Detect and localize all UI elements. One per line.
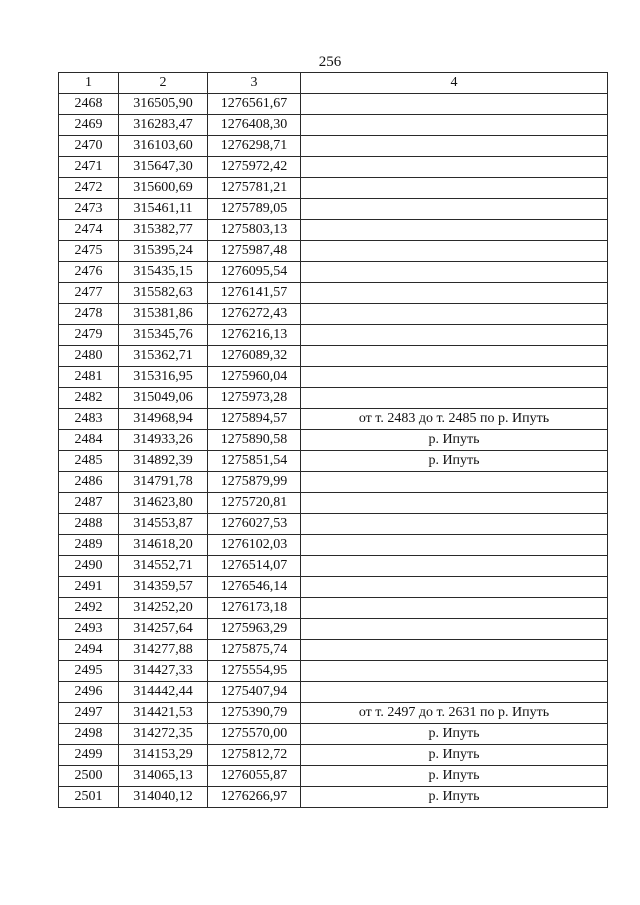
description-cell bbox=[301, 682, 608, 703]
x-coordinate-cell: 315582,63 bbox=[119, 283, 208, 304]
table-row bbox=[59, 409, 608, 430]
table-row bbox=[59, 136, 608, 157]
point-number-cell: 2480 bbox=[59, 346, 119, 367]
point-number-cell: 2501 bbox=[59, 787, 119, 808]
description-cell bbox=[301, 556, 608, 577]
point-number-cell: 2474 bbox=[59, 220, 119, 241]
table-row bbox=[59, 577, 608, 598]
description-cell bbox=[301, 325, 608, 346]
point-number-cell: 2470 bbox=[59, 136, 119, 157]
x-coordinate-cell: 315362,71 bbox=[119, 346, 208, 367]
x-coordinate-cell: 315345,76 bbox=[119, 325, 208, 346]
y-coordinate-cell: 1275407,94 bbox=[208, 682, 301, 703]
table-row bbox=[59, 346, 608, 367]
description-cell bbox=[301, 136, 608, 157]
point-number-cell: 2479 bbox=[59, 325, 119, 346]
description-cell bbox=[301, 220, 608, 241]
point-number-cell: 2468 bbox=[59, 94, 119, 115]
y-coordinate-cell: 1276408,30 bbox=[208, 115, 301, 136]
point-number-cell: 2498 bbox=[59, 724, 119, 745]
table-row bbox=[59, 283, 608, 304]
table-row bbox=[59, 514, 608, 535]
y-coordinate-cell: 1275851,54 bbox=[208, 451, 301, 472]
x-coordinate-cell: 315316,95 bbox=[119, 367, 208, 388]
point-number-cell: 2495 bbox=[59, 661, 119, 682]
point-number-cell: 2499 bbox=[59, 745, 119, 766]
table-row bbox=[59, 157, 608, 178]
table-row bbox=[59, 220, 608, 241]
description-cell bbox=[301, 304, 608, 325]
point-number-cell: 2489 bbox=[59, 535, 119, 556]
table-row bbox=[59, 178, 608, 199]
x-coordinate-cell: 316505,90 bbox=[119, 94, 208, 115]
description-cell bbox=[301, 241, 608, 262]
point-number-cell: 2490 bbox=[59, 556, 119, 577]
table-row bbox=[59, 451, 608, 472]
point-number-cell: 2497 bbox=[59, 703, 119, 724]
coordinates-table bbox=[58, 72, 608, 808]
point-number-cell: 2477 bbox=[59, 283, 119, 304]
table-row bbox=[59, 640, 608, 661]
y-coordinate-cell: 1276141,57 bbox=[208, 283, 301, 304]
table-row bbox=[59, 619, 608, 640]
table-row bbox=[59, 241, 608, 262]
x-coordinate-cell: 314065,13 bbox=[119, 766, 208, 787]
table-row bbox=[59, 598, 608, 619]
point-number-cell: 2484 bbox=[59, 430, 119, 451]
y-coordinate-cell: 1276514,07 bbox=[208, 556, 301, 577]
y-coordinate-cell: 1275972,42 bbox=[208, 157, 301, 178]
description-cell bbox=[301, 661, 608, 682]
description-cell bbox=[301, 493, 608, 514]
y-coordinate-cell: 1275890,58 bbox=[208, 430, 301, 451]
point-number-cell: 2496 bbox=[59, 682, 119, 703]
description-cell bbox=[301, 577, 608, 598]
point-number-cell: 2472 bbox=[59, 178, 119, 199]
point-number-cell: 2491 bbox=[59, 577, 119, 598]
point-number-cell: 2485 bbox=[59, 451, 119, 472]
y-coordinate-cell: 1275973,28 bbox=[208, 388, 301, 409]
point-number-cell: 2469 bbox=[59, 115, 119, 136]
description-cell bbox=[301, 535, 608, 556]
point-number-cell: 2486 bbox=[59, 472, 119, 493]
y-coordinate-cell: 1275720,81 bbox=[208, 493, 301, 514]
table-row bbox=[59, 766, 608, 787]
y-coordinate-cell: 1275554,95 bbox=[208, 661, 301, 682]
table-row bbox=[59, 430, 608, 451]
y-coordinate-cell: 1276216,13 bbox=[208, 325, 301, 346]
description-cell: от т. 2497 до т. 2631 по р. Ипуть bbox=[301, 703, 608, 724]
y-coordinate-cell: 1276095,54 bbox=[208, 262, 301, 283]
x-coordinate-cell: 314277,88 bbox=[119, 640, 208, 661]
point-number-cell: 2481 bbox=[59, 367, 119, 388]
y-coordinate-cell: 1276027,53 bbox=[208, 514, 301, 535]
x-coordinate-cell: 314623,80 bbox=[119, 493, 208, 514]
table-row bbox=[59, 94, 608, 115]
column-header-4: 4 bbox=[301, 73, 608, 94]
y-coordinate-cell: 1275803,13 bbox=[208, 220, 301, 241]
x-coordinate-cell: 315461,11 bbox=[119, 199, 208, 220]
description-cell: от т. 2483 до т. 2485 по р. Ипуть bbox=[301, 409, 608, 430]
table-row bbox=[59, 556, 608, 577]
x-coordinate-cell: 314552,71 bbox=[119, 556, 208, 577]
y-coordinate-cell: 1275960,04 bbox=[208, 367, 301, 388]
description-cell bbox=[301, 472, 608, 493]
x-coordinate-cell: 315049,06 bbox=[119, 388, 208, 409]
y-coordinate-cell: 1276102,03 bbox=[208, 535, 301, 556]
y-coordinate-cell: 1276266,97 bbox=[208, 787, 301, 808]
x-coordinate-cell: 315382,77 bbox=[119, 220, 208, 241]
description-cell bbox=[301, 367, 608, 388]
description-cell: р. Ипуть bbox=[301, 430, 608, 451]
x-coordinate-cell: 315381,86 bbox=[119, 304, 208, 325]
table-row bbox=[59, 682, 608, 703]
description-cell bbox=[301, 115, 608, 136]
description-cell bbox=[301, 199, 608, 220]
description-cell: р. Ипуть bbox=[301, 766, 608, 787]
table-row bbox=[59, 493, 608, 514]
table-row bbox=[59, 304, 608, 325]
y-coordinate-cell: 1275789,05 bbox=[208, 199, 301, 220]
y-coordinate-cell: 1275390,79 bbox=[208, 703, 301, 724]
description-cell bbox=[301, 283, 608, 304]
point-number-cell: 2500 bbox=[59, 766, 119, 787]
table-row bbox=[59, 325, 608, 346]
x-coordinate-cell: 314791,78 bbox=[119, 472, 208, 493]
column-header-3: 3 bbox=[208, 73, 301, 94]
x-coordinate-cell: 314272,35 bbox=[119, 724, 208, 745]
y-coordinate-cell: 1275987,48 bbox=[208, 241, 301, 262]
column-header-2: 2 bbox=[119, 73, 208, 94]
table-row bbox=[59, 724, 608, 745]
y-coordinate-cell: 1275875,74 bbox=[208, 640, 301, 661]
x-coordinate-cell: 316103,60 bbox=[119, 136, 208, 157]
y-coordinate-cell: 1275570,00 bbox=[208, 724, 301, 745]
table-body bbox=[59, 94, 608, 808]
point-number-cell: 2494 bbox=[59, 640, 119, 661]
x-coordinate-cell: 315395,24 bbox=[119, 241, 208, 262]
x-coordinate-cell: 314257,64 bbox=[119, 619, 208, 640]
description-cell bbox=[301, 598, 608, 619]
description-cell bbox=[301, 157, 608, 178]
table-row bbox=[59, 472, 608, 493]
x-coordinate-cell: 314968,94 bbox=[119, 409, 208, 430]
point-number-cell: 2473 bbox=[59, 199, 119, 220]
column-header-1: 1 bbox=[59, 73, 119, 94]
y-coordinate-cell: 1275894,57 bbox=[208, 409, 301, 430]
y-coordinate-cell: 1276561,67 bbox=[208, 94, 301, 115]
x-coordinate-cell: 314553,87 bbox=[119, 514, 208, 535]
y-coordinate-cell: 1276546,14 bbox=[208, 577, 301, 598]
x-coordinate-cell: 315600,69 bbox=[119, 178, 208, 199]
y-coordinate-cell: 1276272,43 bbox=[208, 304, 301, 325]
table-row bbox=[59, 661, 608, 682]
y-coordinate-cell: 1276298,71 bbox=[208, 136, 301, 157]
point-number-cell: 2482 bbox=[59, 388, 119, 409]
x-coordinate-cell: 314252,20 bbox=[119, 598, 208, 619]
description-cell: р. Ипуть bbox=[301, 745, 608, 766]
table-row bbox=[59, 115, 608, 136]
description-cell: р. Ипуть bbox=[301, 787, 608, 808]
description-cell bbox=[301, 640, 608, 661]
description-cell: р. Ипуть bbox=[301, 724, 608, 745]
y-coordinate-cell: 1276055,87 bbox=[208, 766, 301, 787]
x-coordinate-cell: 316283,47 bbox=[119, 115, 208, 136]
description-cell bbox=[301, 619, 608, 640]
y-coordinate-cell: 1275963,29 bbox=[208, 619, 301, 640]
x-coordinate-cell: 315647,30 bbox=[119, 157, 208, 178]
table-row bbox=[59, 388, 608, 409]
x-coordinate-cell: 314442,44 bbox=[119, 682, 208, 703]
description-cell bbox=[301, 94, 608, 115]
table-row bbox=[59, 535, 608, 556]
x-coordinate-cell: 315435,15 bbox=[119, 262, 208, 283]
x-coordinate-cell: 314427,33 bbox=[119, 661, 208, 682]
table-header-row bbox=[59, 73, 608, 94]
description-cell bbox=[301, 262, 608, 283]
table-row bbox=[59, 367, 608, 388]
point-number-cell: 2488 bbox=[59, 514, 119, 535]
x-coordinate-cell: 314153,29 bbox=[119, 745, 208, 766]
description-cell bbox=[301, 178, 608, 199]
x-coordinate-cell: 314359,57 bbox=[119, 577, 208, 598]
point-number-cell: 2493 bbox=[59, 619, 119, 640]
point-number-cell: 2483 bbox=[59, 409, 119, 430]
page-number: 256 bbox=[318, 54, 342, 70]
y-coordinate-cell: 1276089,32 bbox=[208, 346, 301, 367]
description-cell: р. Ипуть bbox=[301, 451, 608, 472]
table-row bbox=[59, 199, 608, 220]
x-coordinate-cell: 314933,26 bbox=[119, 430, 208, 451]
point-number-cell: 2471 bbox=[59, 157, 119, 178]
point-number-cell: 2476 bbox=[59, 262, 119, 283]
y-coordinate-cell: 1276173,18 bbox=[208, 598, 301, 619]
x-coordinate-cell: 314040,12 bbox=[119, 787, 208, 808]
y-coordinate-cell: 1275812,72 bbox=[208, 745, 301, 766]
table-row bbox=[59, 703, 608, 724]
y-coordinate-cell: 1275781,21 bbox=[208, 178, 301, 199]
y-coordinate-cell: 1275879,99 bbox=[208, 472, 301, 493]
description-cell bbox=[301, 388, 608, 409]
x-coordinate-cell: 314421,53 bbox=[119, 703, 208, 724]
x-coordinate-cell: 314618,20 bbox=[119, 535, 208, 556]
x-coordinate-cell: 314892,39 bbox=[119, 451, 208, 472]
table-row bbox=[59, 262, 608, 283]
description-cell bbox=[301, 346, 608, 367]
point-number-cell: 2475 bbox=[59, 241, 119, 262]
point-number-cell: 2487 bbox=[59, 493, 119, 514]
description-cell bbox=[301, 514, 608, 535]
table-row bbox=[59, 745, 608, 766]
table-row bbox=[59, 787, 608, 808]
point-number-cell: 2492 bbox=[59, 598, 119, 619]
point-number-cell: 2478 bbox=[59, 304, 119, 325]
